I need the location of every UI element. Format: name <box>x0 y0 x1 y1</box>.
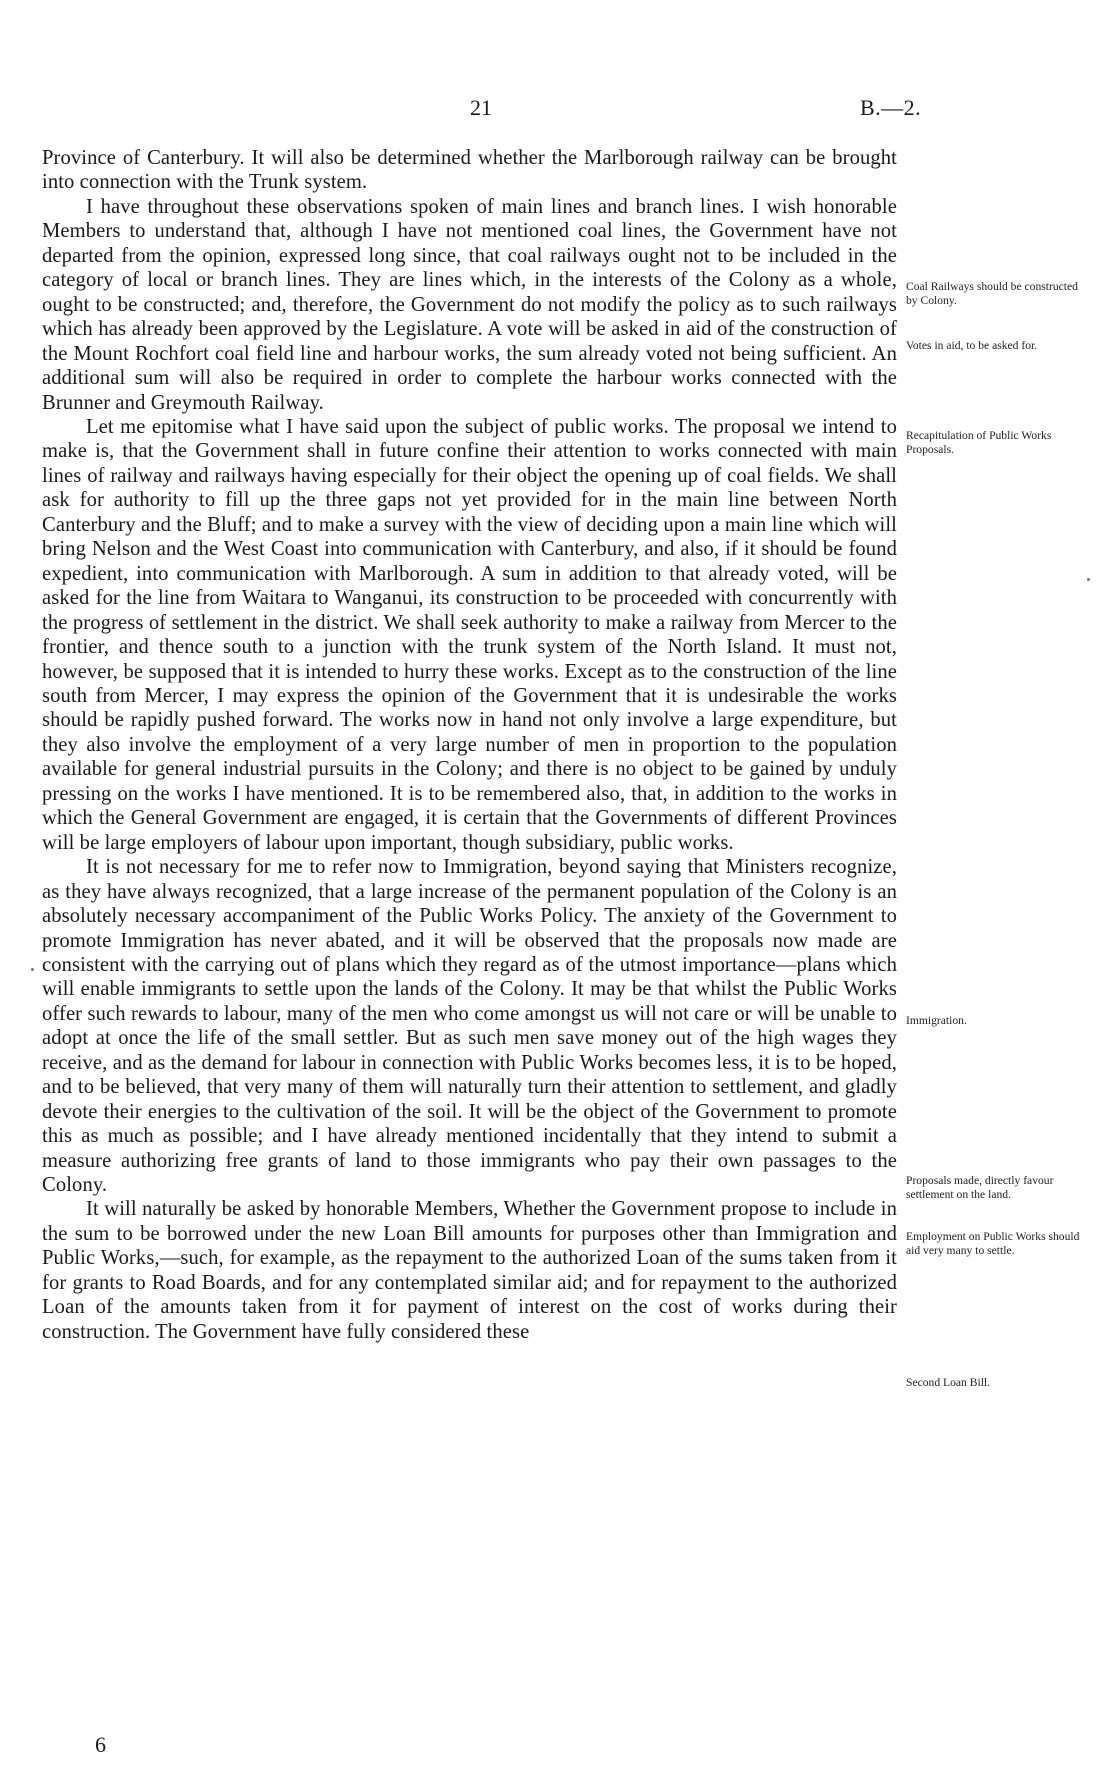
margin-note-votes-in-aid: Votes in aid, to be asked for. <box>906 339 1038 352</box>
margin-note-immigration: Immigration. <box>906 1014 967 1027</box>
stray-ink-mark <box>31 968 34 971</box>
document-reference: B.—2. <box>860 95 922 120</box>
margin-note-second-loan-bill: Second Loan Bill. <box>906 1376 991 1389</box>
page-number: 21 <box>470 95 492 120</box>
paragraph-4: It is not necessary for me to refer now to Immigration, beyond saying that Ministers recognize, as they have always recognized, that a large increase of the permanent population of the Colony is an absolutely necessary accompaniment of the Public Works Policy. The anxiety of the Government to promote Immigration has never abated, and it will be observed that the proposals now made are consistent with the carrying out of plans which they regard as of the utmost importance—plans which will enable immigrants to settle upon the lands of the Colony. It may be that whilst the Public Works offer such rewards to labour, many of the men who come amongst us will not care or will be unable to adopt at once the life of the small settler. But as such men save money out of the high wages they receive, and as the demand for labour in connection with Public Works becomes less, it is to be hoped, and to be believed, that very many of them will naturally turn their attention to settlement, and gladly devote their energies to the cultivation of the soil. It will be the object of the Government to promote this as much as possible; and I have already mentioned incidentally that they intend to submit a measure authorizing free grants of land to those immigrants who pay their own passages to the Colony. <box>42 856 897 1197</box>
paragraph-2: I have throughout these observations spoken of main lines and branch lines. I wish honorable Members to understand that, although I have not mentioned coal lines, the Government have not departed from the opinion, expressed long since, that coal railways ought not to be included in the category of local or branch lines. They are lines which, in the interests of the Colony as a whole, ought to be constructed; and, therefore, the Government do not modify the policy as to such railways which has already been approved by the Legislature. A vote will be asked in aid of the construction of the Mount Rochfort coal field line and harbour works, the sum already voted not being sufficient. An additional sum will also be required in order to complete the harbour works connected with the Brunner and Greymouth Railway. <box>42 195 897 414</box>
paragraph-1: Province of Canterbury. It will also be determined whether the Marlborough railway can be brought into connection with the Trunk system. <box>42 147 897 194</box>
margin-note-proposals-made: Proposals made, directly favour settlement on the land. <box>906 1174 1054 1201</box>
margin-note-recapitulation: Recapitulation of Public Works Proposals. <box>906 429 1052 456</box>
paragraph-3: Let me epitomise what I have said upon the subject of public works. The proposal we intend to make is, that the Government shall in future confine their attention to works connected with main lines of railway and railways having especially for their object the opening up of coal fields. We shall ask for authority to fill up the three gaps not yet provided for in the main line between North Canterbury and the Bluff; and to make a survey with the view of deciding upon a main line which will bring Nelson and the West Coast into communication with Canterbury, and also, if it should be found expedient, into communication with Marlborough. A sum in addition to that already voted, will be asked for the line from Waitara to Wanganui, its construction to be proceeded with concurrently with the progress of settlement in the district. We shall seek authority to make a railway from Mercer to the frontier, and thence south to a junction with the trunk system of the North Island. It must not, however, be supposed that it is intended to hurry these works. Except as to the construction of the line south from Mercer, I may express the opinion of the Government that it is undesirable the works should be rapidly pushed forward. The works now in hand not only involve a large expenditure, but they also involve the employment of a very large number of men in proportion to the population available for general industrial pursuits in the Colony; and there is no object to be gained by unduly pressing on the works I have mentioned. It is to be remembered also, that, in addition to the works in which the General Government are engaged, it is certain that the Governments of different Provinces will be large employers of labour upon important, though subsidiary, public works. <box>42 415 897 854</box>
paragraph-5: It will naturally be asked by honorable Members, Whether the Government propose to include in the sum to be borrowed under the new Loan Bill amounts for purposes other than Immigration and Public Works,—such, for example, as the repayment to the authorized Loan of the sums taken from it for grants to Road Boards, and for any contemplated similar aid; and for repayment to the authorized Loan of the amounts taken from it for payment of interest on the cost of works during their construction. The Government have fully considered these <box>42 1198 897 1343</box>
body-text <box>42 146 897 1344</box>
stray-ink-mark <box>1087 578 1090 581</box>
margin-note-coal-railways: Coal Railways should be constructed by Colony. <box>906 280 1078 307</box>
page-header <box>0 95 1114 125</box>
margin-note-employment: Employment on Public Works should aid very many to settle. <box>906 1230 1080 1257</box>
signature-number: 6 <box>95 1732 106 1757</box>
